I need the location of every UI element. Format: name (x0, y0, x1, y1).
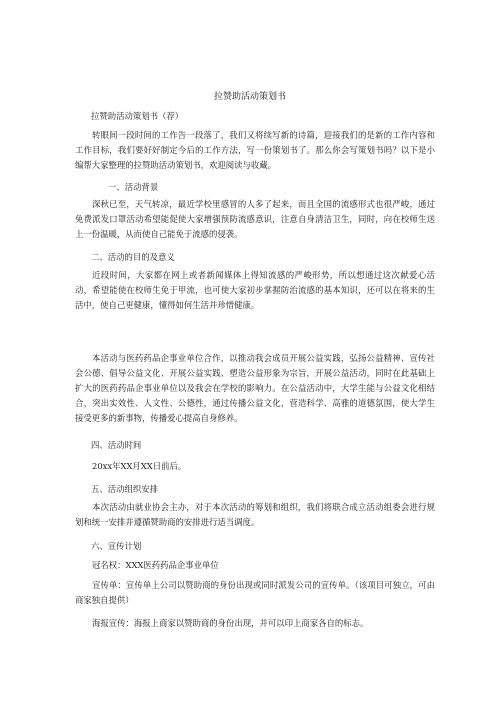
intro-paragraph: 转眼间一段时间的工作告一段落了，我们又将续写新的诗篇，迎接我们的是新的工作内容和工作目标，我们要好好制定今后的工作方法，写一份策划书了。那么你会写策划书吗？以下是小编帮大家整理的拉赞助活动策划书，欢迎阅读与收藏。 (75, 130, 435, 170)
section-heading-purpose: 二、活动的目的及意义 (91, 252, 175, 262)
promotion-posters: 海报宣传：海报上商家以赞助商的身份出现，并可以印上商家各自的标志。 (92, 618, 369, 628)
background-paragraph: 深秋已至，天气转凉，最近学校里感冒的人多了起来，而且全国的流感形式也很严峻，通过免费派发口罩活动希望能促使大家增强预防流感意识，注意自身清洁卫生，同时，向在校师生送上一份温暖，从而使自己能免于流感的侵袭。 (75, 199, 435, 239)
document-subtitle: 拉赞助活动策划书（荐） (91, 111, 184, 121)
promotion-flyers: 宣传单：宣传单上公司以赞助商的身份出现或同时派发公司的宣传单。（该项目可独立，可由商家独自提供） (75, 580, 435, 605)
section-heading-time: 四、活动时间 (91, 440, 142, 450)
purpose-paragraph-2: 本活动与医药药品企事业单位合作，以推动我会成员开展公益实践，弘扬公益精神、宣传社会公德、倡导公益文化、开展公益实践、塑造公益形象为宗旨，开展公益活动，同时在此基础上扩大的医药药品企事业单位以及我会在学校的影响力。在公益活动中，大学生能与公益文化相结合，突出实效性、人文性、公德性，通过传播公益文化，营造科学、高雅的道德氛围，使大学生接受更多的新事物，传播爱心提高自身修养。 (75, 353, 435, 423)
time-paragraph: 20xx年XX月XX日前后。 (92, 461, 187, 471)
organization-paragraph: 本次活动由就业协会主办，对于本次活动的筹划和组织，我们将联合成立活动组委会进行规划和统一安排并遵循赞助商的安排进行适当调度。 (75, 502, 435, 527)
purpose-paragraph-1: 近段时间，大家都在网上或者新闻媒体上得知流感的严峻形势，所以想通过这次献爱心活动，希望能使在校师生免于甲流，也可使大家初步掌握防治流感的基本知识，还可以在将来的生活中，使自己更健康，懂得如何生活并珍惜健康。 (75, 270, 435, 310)
document-title: 拉赞助活动策划书 (213, 92, 286, 102)
promotion-naming-rights: 冠名权：XXX医药药品企事业单位 (92, 560, 219, 570)
section-heading-promotion: 六、宣传计划 (91, 541, 142, 551)
section-heading-background: 一、活动背景 (108, 182, 159, 192)
section-heading-organization: 五、活动组织安排 (91, 484, 158, 494)
